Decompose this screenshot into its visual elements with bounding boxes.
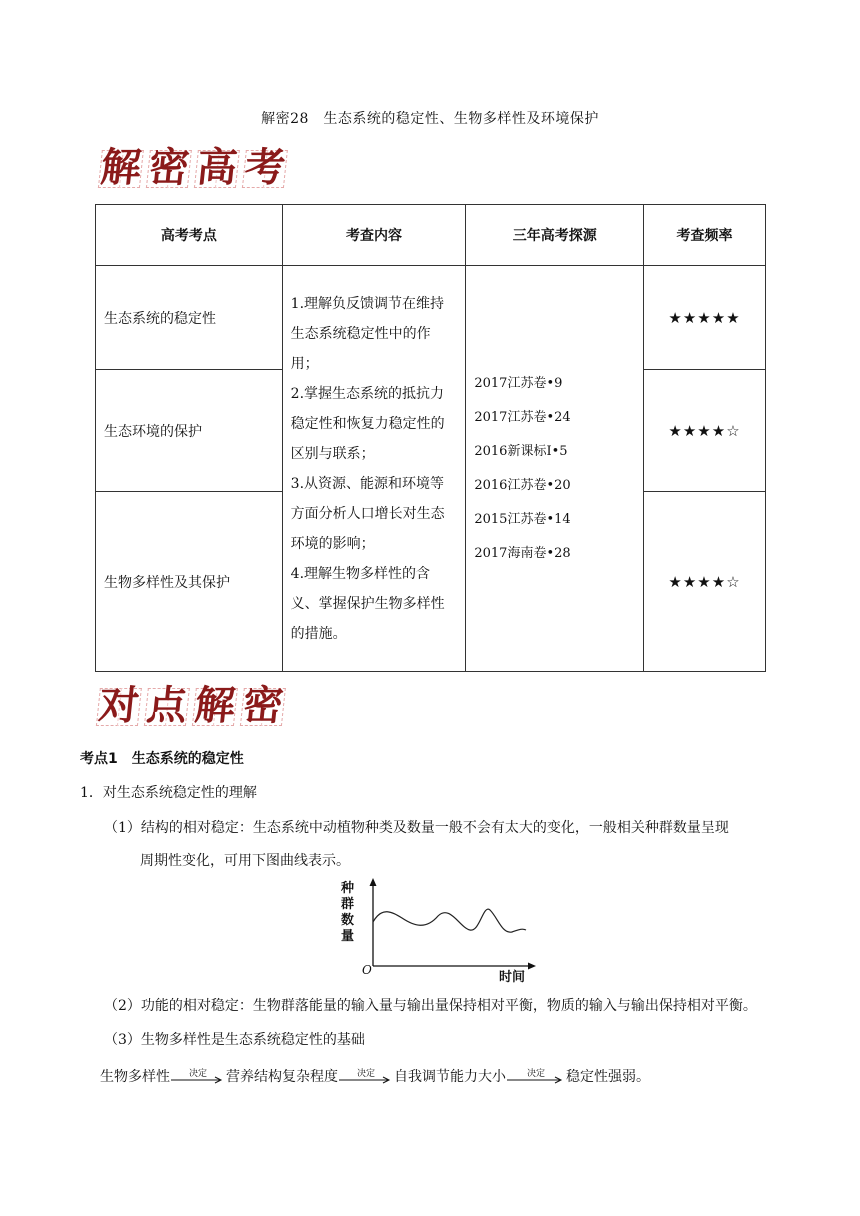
chain-node: 稳定性强弱。 <box>566 1069 650 1085</box>
source-cell <box>466 266 644 672</box>
right-arrow-icon <box>507 1076 565 1084</box>
frequency-stars: ★★★★☆ <box>644 492 766 672</box>
chain-node: 生物多样性 <box>100 1069 170 1085</box>
content-line: 稳定性和恢复力稳定性的 <box>290 415 445 432</box>
y-label-char: 量 <box>341 929 355 944</box>
paragraph-3: （3）生物多样性是生态系统稳定性的基础 <box>104 1032 365 1048</box>
content-line: 用； <box>290 355 319 372</box>
banner-char: 解 <box>96 146 147 190</box>
source-line: 2017江苏卷•9 <box>474 375 563 391</box>
exam-points-table <box>95 204 766 672</box>
table-header-row <box>96 205 766 266</box>
paragraph-2: （2）功能的相对稳定：生物群落能量的输入量与输出量保持相对平衡，物质的输入与输出保持相对平衡。 <box>104 998 757 1014</box>
source-line: 2017江苏卷•24 <box>474 409 571 425</box>
source-line: 2017海南卷•28 <box>474 545 571 561</box>
banner-char: 解 <box>190 684 241 728</box>
topic-cell: 生态系统的稳定性 <box>96 266 283 370</box>
arrow-label: 决定 <box>188 1068 207 1079</box>
paragraph-1-line-1: （1）结构的相对稳定：生态系统中动植物种类及数量一般不会有太大的变化，一般相关种群数量呈现 <box>104 820 729 836</box>
arrow-label: 决定 <box>356 1068 375 1079</box>
banner-char: 对 <box>94 684 145 728</box>
determination-chain <box>100 1066 650 1086</box>
y-label-char: 数 <box>341 913 355 928</box>
right-arrow-icon <box>171 1076 225 1084</box>
header-exam-point: 高考考点 <box>96 205 283 266</box>
banner-char: 考 <box>240 146 291 190</box>
determine-arrow <box>339 1069 393 1084</box>
topic-cell: 生物多样性及其保护 <box>96 492 283 672</box>
population-curve-svg <box>340 878 540 984</box>
header-frequency: 考查频率 <box>644 205 766 266</box>
banner-char: 高 <box>192 146 243 190</box>
banner-mid <box>96 684 286 728</box>
banner-char: 密 <box>144 146 195 190</box>
determine-arrow <box>171 1069 225 1084</box>
origin-label: O <box>362 963 372 977</box>
y-axis-arrow <box>370 878 377 886</box>
content-cell <box>282 266 466 672</box>
chain-node: 营养结构复杂程度 <box>226 1069 338 1085</box>
frequency-stars: ★★★★★ <box>644 266 766 370</box>
section-heading: 考点1 生态系统的稳定性 <box>80 751 244 767</box>
source-line: 2016新课标Ⅰ•5 <box>474 443 568 459</box>
x-axis-label: 时间 <box>499 970 526 984</box>
population-curve <box>373 909 526 932</box>
document-title: 解密28 生态系统的稳定性、生物多样性及环境保护 <box>261 111 599 127</box>
paragraph-1-line-2: 周期性变化，可用下图曲线表示。 <box>140 853 350 869</box>
content-line: 的措施。 <box>290 625 347 642</box>
y-label-char: 种 <box>341 881 355 896</box>
content-line: 生态系统稳定性中的作 <box>290 325 431 342</box>
content-line: 方面分析人口增长对生态 <box>290 505 445 522</box>
item-heading: 1．对生态系统稳定性的理解 <box>80 785 257 801</box>
content-line: 4.理解生物多样性的含 <box>290 565 431 582</box>
x-axis-arrow <box>528 963 536 970</box>
banner-top <box>98 146 288 190</box>
content-line: 义、掌握保护生物多样性 <box>290 595 445 612</box>
content-line: 1.理解负反馈调节在维持 <box>290 295 445 312</box>
table-row <box>96 266 766 370</box>
frequency-stars: ★★★★☆ <box>644 370 766 492</box>
header-content: 考查内容 <box>282 205 466 266</box>
banner-char: 密 <box>238 684 289 728</box>
topic-cell: 生态环境的保护 <box>96 370 283 492</box>
banner-char: 点 <box>142 684 193 728</box>
content-line: 环境的影响； <box>290 535 375 552</box>
content-line: 2.掌握生态系统的抵抗力 <box>290 385 445 402</box>
determine-arrow <box>507 1069 565 1084</box>
population-curve-figure <box>340 878 540 984</box>
source-line: 2016江苏卷•20 <box>474 477 571 493</box>
header-source: 三年高考探源 <box>466 205 644 266</box>
source-line: 2015江苏卷•14 <box>474 511 571 527</box>
arrow-label: 决定 <box>526 1068 545 1079</box>
chain-node: 自我调节能力大小 <box>394 1069 506 1085</box>
content-line: 区别与联系； <box>290 445 375 462</box>
content-line: 3.从资源、能源和环境等 <box>290 475 445 492</box>
y-label-char: 群 <box>341 897 355 912</box>
right-arrow-icon <box>339 1076 393 1084</box>
